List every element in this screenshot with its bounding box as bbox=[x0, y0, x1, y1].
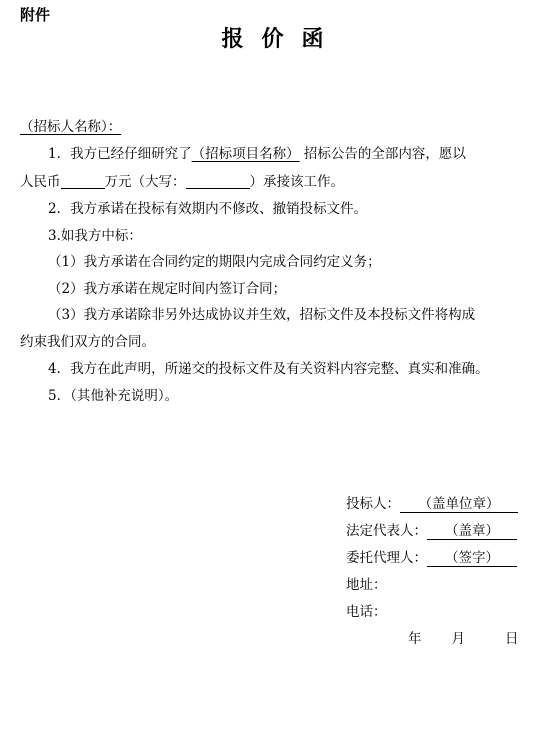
paragraph-3-3-cont: 约束我们双方的合同。 bbox=[20, 334, 155, 350]
bidder-row bbox=[346, 492, 518, 513]
page-title: 报价函 bbox=[221, 26, 342, 52]
bidder-label: 投标人： bbox=[346, 496, 400, 512]
addressee-line bbox=[20, 118, 121, 136]
legal-rep-label: 法定代表人： bbox=[346, 523, 427, 539]
legal-rep-row bbox=[346, 519, 517, 540]
paragraph-2: 2．我方承诺在投标有效期内不修改、撤销投标文件。 bbox=[48, 201, 368, 217]
paragraph-3-1: （1）我方承诺在合同约定的期限内完成合同约定义务； bbox=[48, 254, 381, 270]
legal-rep-value: （盖章） bbox=[427, 519, 517, 540]
amount-words-blank bbox=[186, 174, 250, 189]
p1-text-b: 招标公告的全部内容，愿以 bbox=[303, 146, 466, 162]
p1-text-a: 1．我方已经仔细研究了 bbox=[48, 146, 192, 162]
project-name-field: （招标项目名称） bbox=[191, 146, 300, 162]
agent-label: 委托代理人： bbox=[346, 550, 427, 566]
address-label: 地址： bbox=[346, 577, 387, 593]
date-month: 月 bbox=[451, 631, 465, 647]
attachment-label: 附件 bbox=[20, 6, 51, 24]
p1-text-d: 万元（大写： bbox=[104, 174, 186, 190]
agent-row bbox=[346, 546, 517, 567]
paragraph-1-cont bbox=[20, 173, 344, 191]
paragraph-5: 5．（其他补充说明）。 bbox=[48, 388, 179, 404]
bidder-value: （盖单位章） bbox=[400, 492, 518, 513]
phone-label: 电话： bbox=[346, 604, 387, 620]
date-day: 日 bbox=[505, 631, 519, 647]
paragraph-3: 3.如我方中标： bbox=[48, 228, 142, 244]
p1-text-e: ）承接该工作。 bbox=[249, 174, 344, 190]
amount-blank bbox=[61, 174, 105, 189]
p1-text-c: 人民币 bbox=[20, 174, 61, 190]
date-row bbox=[408, 627, 519, 647]
addressee: （招标人名称）： bbox=[20, 119, 122, 135]
agent-value: （签字） bbox=[427, 546, 517, 567]
paragraph-1 bbox=[48, 145, 466, 163]
paragraph-3-2: （2）我方承诺在规定时间内签订合同； bbox=[48, 281, 287, 297]
paragraph-3-3: （3）我方承诺除非另外达成协议并生效，招标文件及本投标文件将构成 bbox=[48, 307, 476, 323]
date-year: 年 bbox=[408, 631, 422, 647]
paragraph-4: 4．我方在此声明，所递交的投标文件及有关资料内容完整、真实和准确。 bbox=[48, 361, 489, 377]
